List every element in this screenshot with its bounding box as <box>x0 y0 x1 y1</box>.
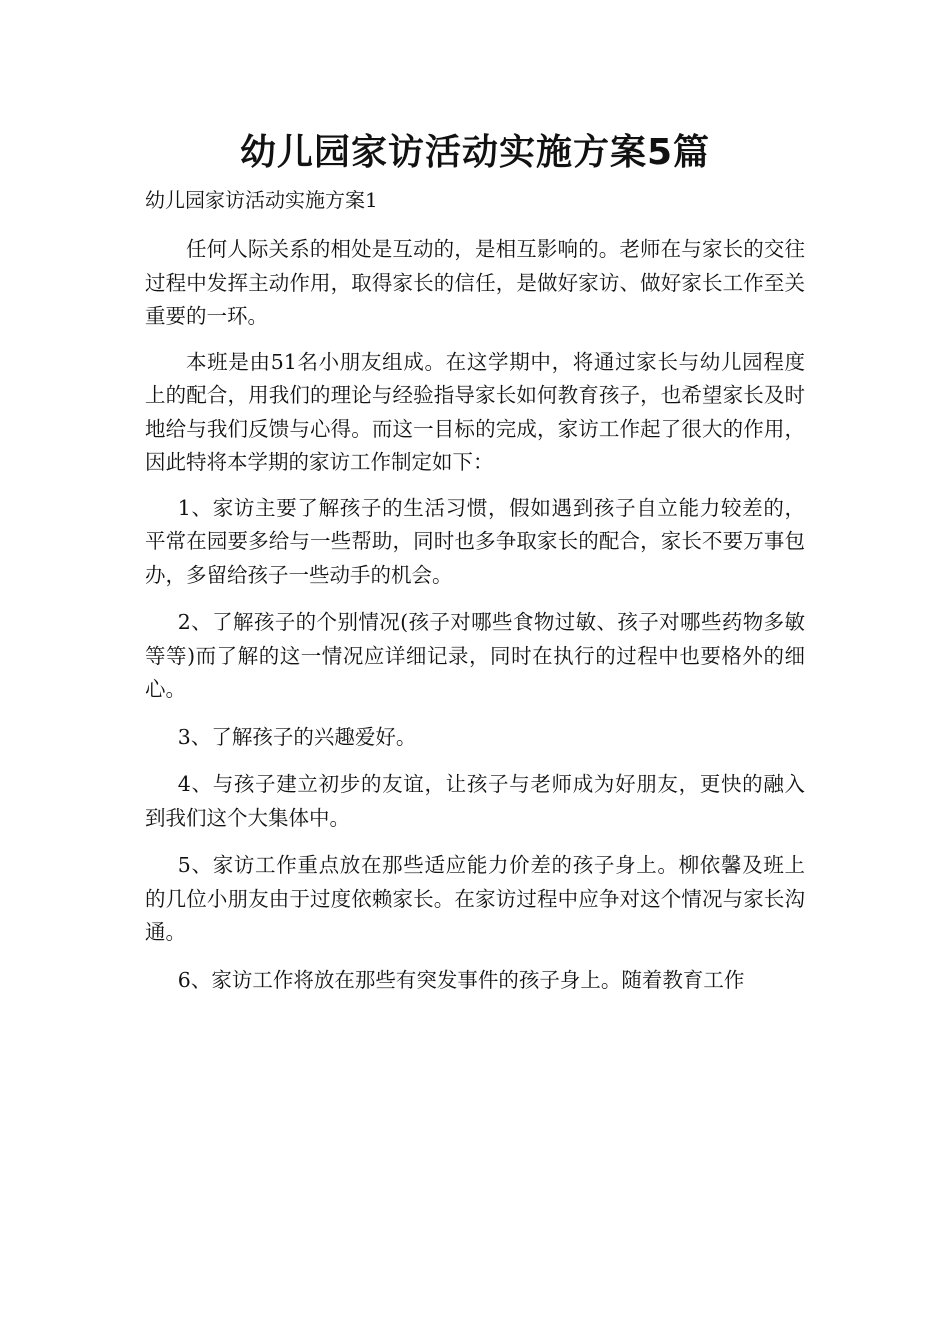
document-body <box>145 233 805 1011</box>
paragraph-item-2: 2、了解孩子的个别情况(孩子对哪些食物过敏、孩子对哪些药物多敏等等)而了解的这一情况应详细记录，同时在执行的过程中也要格外的细心。 <box>145 610 805 701</box>
paragraph-intro: 任何人际关系的相处是互动的，是相互影响的。老师在与家长的交往过程中发挥主动作用，取得家长的信任，是做好家访、做好家长工作至关重要的一环。 <box>145 237 805 328</box>
paragraph-item-5: 5、家访工作重点放在那些适应能力价差的孩子身上。柳依馨及班上的几位小朋友由于过度依赖家长。在家访过程中应争对这个情况与家长沟通。 <box>145 853 805 944</box>
paragraph-item-6: 6、家访工作将放在那些有突发事件的孩子身上。随着教育工作 <box>177 967 745 992</box>
paragraph-item-3: 3、了解孩子的兴趣爱好。 <box>177 724 417 749</box>
document-title: 幼儿园家访活动实施方案5篇 <box>239 132 711 173</box>
paragraph-class-overview: 本班是由51名小朋友组成。在这学期中，将通过家长与幼儿园程度上的配合，用我们的理论与经验指导家长如何教育孩子，也希望家长及时地给与我们反馈与心得。而这一目标的完成，家访工作起了很大的作用，因此特将本学期的家访工作制定如下： <box>145 349 805 474</box>
paragraph-item-1: 1、家访主要了解孩子的生活习惯，假如遇到孩子自立能力较差的，平常在园要多给与一些帮助，同时也多争取家长的配合，家长不要万事包办，多留给孩子一些动手的机会。 <box>145 495 805 587</box>
paragraph-item-4: 4、与孩子建立初步的友谊，让孩子与老师成为好朋友，更快的融入到我们这个大集体中。 <box>145 772 805 830</box>
section-heading: 幼儿园家访活动实施方案1 <box>145 188 378 212</box>
